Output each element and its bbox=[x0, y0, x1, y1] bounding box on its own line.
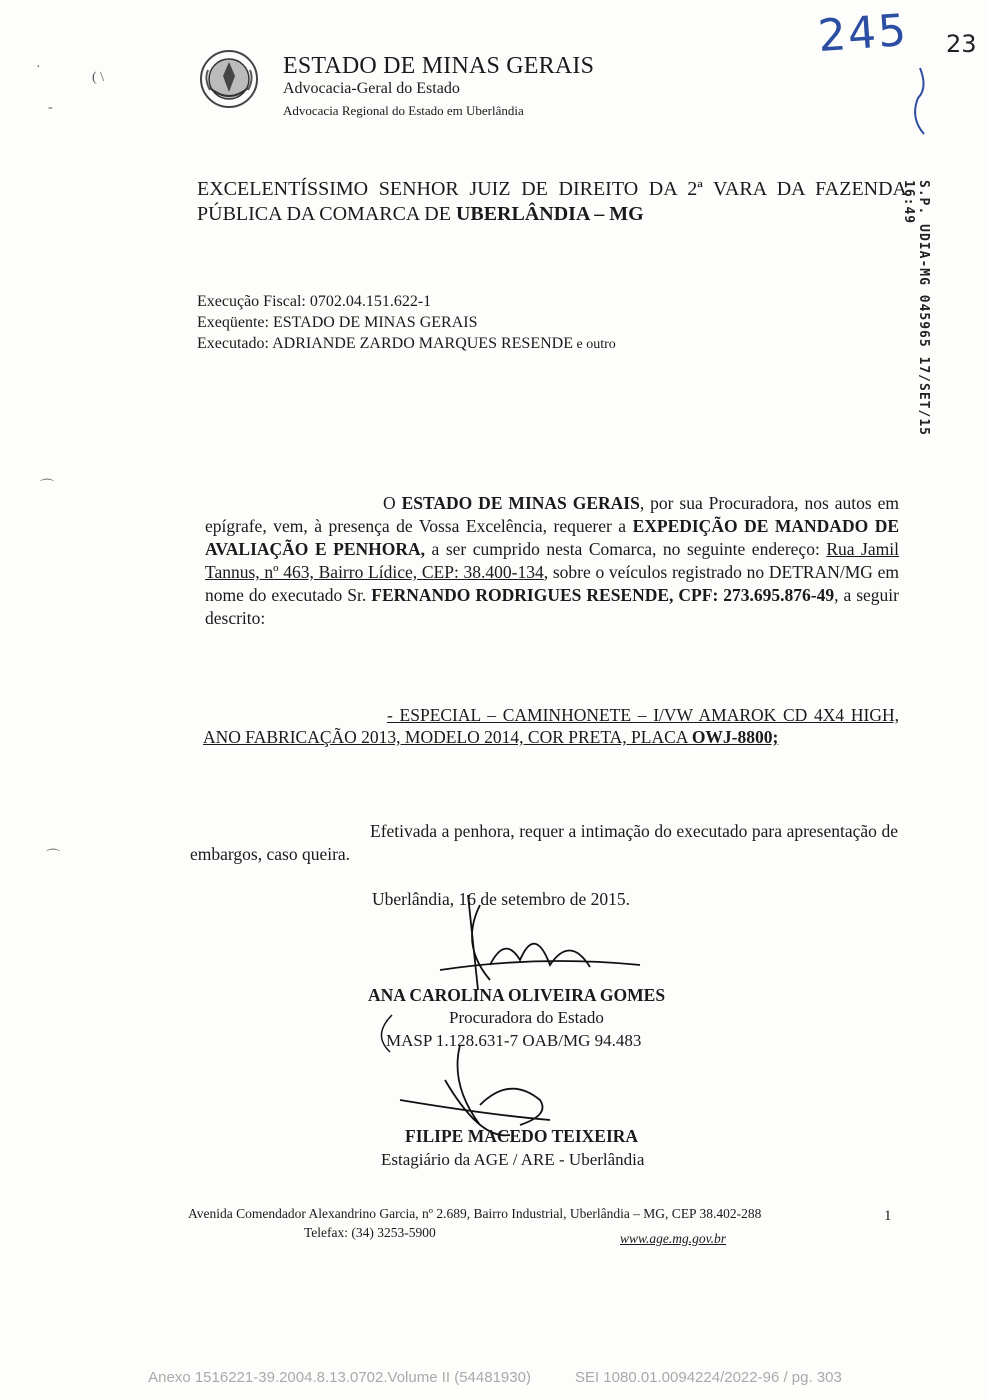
date-line: Uberlândia, 16 de setembro de 2015. bbox=[372, 889, 631, 909]
p1-text3: , sobre o veículos registrado no DETRAN/MG em nome do executado Sr. bbox=[205, 562, 899, 605]
handwritten-page-number: 245 bbox=[816, 4, 910, 63]
vehicle-text: - ESPECIAL – CAMINHONETE – I/VW AMAROK CD 4X4 HIGH, ANO FABRICAÇÃO 2013, MODELO 2014, COR PRETA, PLACA bbox=[203, 705, 899, 747]
closing-paragraph bbox=[190, 820, 898, 866]
header-sub2: Advocacia Regional do Estado em Uberlândia bbox=[283, 103, 524, 118]
page-number: 1 bbox=[884, 1208, 892, 1224]
footer-url: www.age.mg.gov.br bbox=[620, 1231, 726, 1246]
p1-debtor: FERNANDO RODRIGUES RESENDE, CPF: 273.695.876-49 bbox=[371, 585, 835, 605]
case-executado bbox=[197, 333, 616, 355]
header-sub1: Advocacia-Geral do Estado bbox=[283, 80, 460, 97]
case-exequente: Exeqüente: ESTADO DE MINAS GERAIS bbox=[197, 314, 478, 331]
p1-text1: , por sua Procuradora, nos autos em epígrafe, vem, à presença de Vossa Excelência, requerer a bbox=[205, 493, 899, 536]
case-execucao: Execução Fiscal: 0702.04.151.622-1 bbox=[197, 293, 432, 310]
addressee bbox=[197, 177, 907, 227]
p1-address: Rua Jamil Tannus, nº 463, Bairro Lídice, CEP: 38.400-134 bbox=[205, 539, 899, 582]
footer-phone: Telefax: (34) 3253-5900 bbox=[304, 1225, 436, 1240]
signatory-1-ids: MASP 1.128.631-7 OAB/MG 94.483 bbox=[386, 1031, 642, 1050]
annex-left: Anexo 1516221-39.2004.8.13.0702.Volume II (54481930) bbox=[148, 1369, 531, 1386]
signatory-2-name: FILIPE MACEDO TEIXEIRA bbox=[405, 1126, 639, 1146]
handwritten-flourish bbox=[890, 58, 950, 138]
case-info bbox=[197, 291, 616, 355]
p1-text2: a ser cumprido nesta Comarca, no seguinte endereço: bbox=[425, 539, 827, 559]
signatory-2-role: Estagiário da AGE / ARE - Uberlândia bbox=[381, 1150, 645, 1169]
annex-watermark bbox=[0, 1369, 990, 1386]
request-paragraph bbox=[205, 492, 899, 630]
signatory-1-role: Procuradora do Estado bbox=[449, 1008, 604, 1027]
p1-prefix: O bbox=[383, 493, 402, 513]
p1-state: ESTADO DE MINAS GERAIS bbox=[401, 493, 640, 513]
p1-request: EXPEDIÇÃO DE MANDADO DE AVALIAÇÃO E PENHORA, bbox=[205, 516, 900, 559]
vehicle-description bbox=[203, 704, 899, 748]
state-coat-of-arms-icon bbox=[198, 48, 260, 110]
header-org: ESTADO DE MINAS GERAIS bbox=[283, 53, 595, 79]
footer-address: Avenida Comendador Alexandrino Garcia, nº 2.689, Bairro Industrial, Uberlândia – MG, CEP 38.402-288 bbox=[188, 1206, 762, 1221]
signatory-1-name: ANA CAROLINA OLIVEIRA GOMES bbox=[368, 985, 666, 1005]
addressee-text: EXCELENTÍSSIMO SENHOR JUIZ DE DIREITO DA 2ª VARA DA FAZENDA PÚBLICA DA COMARCA DE bbox=[197, 178, 907, 225]
annex-right: SEI 1080.01.0094224/2022-96 / pg. 303 bbox=[574, 1369, 842, 1386]
protocol-stamp: S.P. UDIA-MG 045965 17/SET/15 16:49 bbox=[901, 180, 931, 436]
handwritten-corner-note: 23 bbox=[946, 30, 977, 58]
vehicle-plate: OWJ-8800; bbox=[691, 727, 779, 747]
case-executado-name: Executado: ADRIANDE ZARDO MARQUES RESENDE bbox=[197, 335, 573, 352]
p1-text4: , a seguir descrito: bbox=[205, 585, 899, 628]
closing-text: Efetivada a penhora, requer a intimação do executado para apresentação de embargos, caso queira. bbox=[190, 821, 898, 864]
addressee-city: UBERLÂNDIA – MG bbox=[455, 203, 644, 225]
case-executado-suffix: e outro bbox=[572, 337, 616, 352]
